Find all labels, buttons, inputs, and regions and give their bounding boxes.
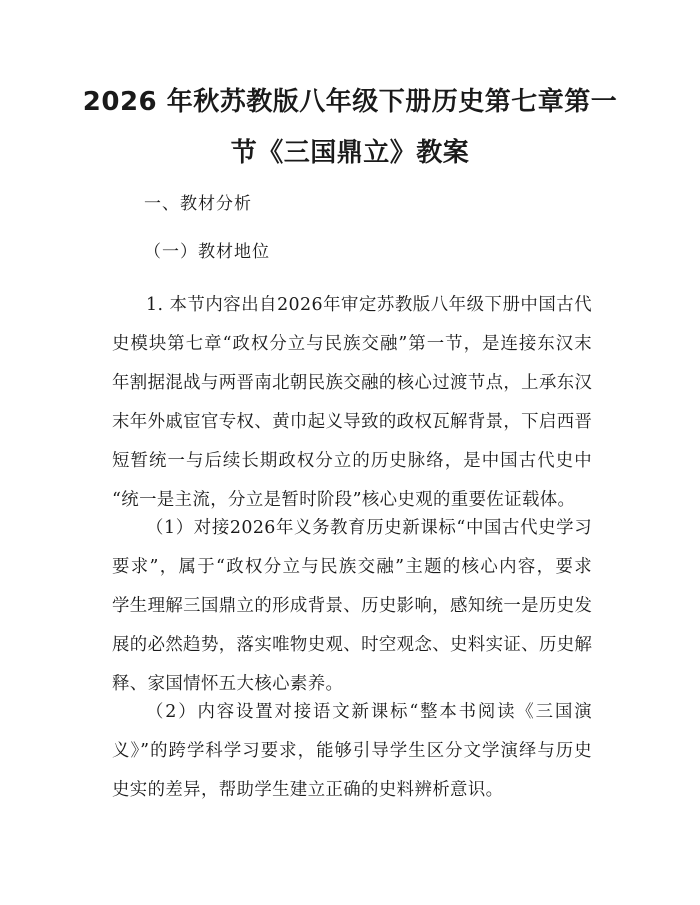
paragraph-2 (112, 509, 592, 704)
paragraph-line: “统一是主流，分立是暂时阶段”核心史观的重要佐证载体。 (112, 490, 576, 510)
paragraph-line: 末年外戚宦官专权、黄巾起义导致的政权瓦解背景，下启西晋 (112, 412, 593, 432)
subsection-heading: （一）教材地位 (144, 242, 270, 262)
paragraph-3 (112, 693, 592, 810)
paragraph-line: （2）内容设置对接语文新课标“整本书阅读《三国演 (146, 702, 592, 722)
paragraph-line: 史实的差异，帮助学生建立正确的史料辨析意识。 (112, 780, 504, 800)
document-title-line-2: 节《三国鼎立》教案 (230, 138, 470, 168)
paragraph-line: 义》”的跨学科学习要求，能够引导学生区分文学演绎与历史 (112, 741, 592, 761)
paragraph-line: 短暂统一与后续长期政权分立的历史脉络，是中国古代史中 (112, 451, 592, 471)
paragraph-1 (112, 286, 592, 520)
paragraph-line: 史模块第七章“政权分立与民族交融”第一节，是连接东汉末 (112, 334, 592, 354)
paragraph-line: 要求”，属于“政权分立与民族交融”主题的核心内容，要求 (112, 557, 592, 577)
document-title-line-1: 2026 年秋苏教版八年级下册历史第七章第一 (82, 87, 618, 117)
paragraph-line: 年割据混战与两晋南北朝民族交融的核心过渡节点，上承东汉 (112, 373, 593, 393)
paragraph-line: 1. 本节内容出自2026年审定苏教版八年级下册中国古代 (146, 295, 592, 315)
paragraph-line: 释、家国情怀五大核心素养。 (112, 674, 344, 694)
paragraph-line: 展的必然趋势，落实唯物史观、时空观念、史料实证、历史解 (112, 635, 593, 655)
paragraph-line: 学生理解三国鼎立的形成背景、历史影响，感知统一是历史发 (112, 596, 593, 616)
paragraph-line: （1）对接2026年义务教育历史新课标“中国古代史学习 (146, 518, 592, 538)
section-heading: 一、教材分析 (144, 194, 252, 214)
